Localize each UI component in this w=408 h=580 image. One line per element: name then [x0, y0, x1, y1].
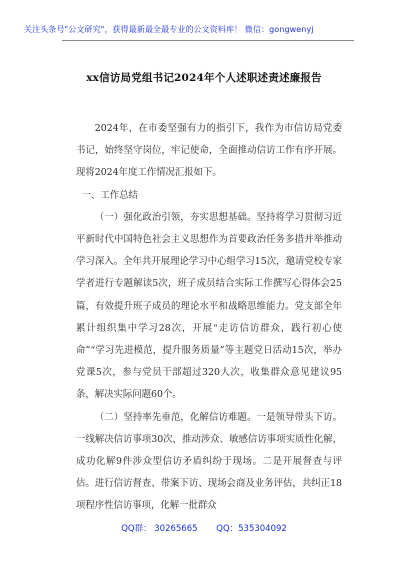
promo-banner: 关注头条号"公文研究"，获得最新最全最专业的公文资料库！ 微信：gongwenyj [24, 25, 314, 34]
intro-paragraph: 2024年，在市委坚强有力的指引下，我作为市信访局党委书记，始终坚守岗位，牢记使命，全面推动信访工作有序开展。现将2024年度工作情况汇报如下。 [76, 123, 342, 179]
header-divider [62, 40, 354, 41]
qq-contact-text: QQ：535304092 [216, 524, 287, 534]
body-paragraph-1: （一）强化政治引领，夯实思想基础。坚持将学习贯彻习近平新时代中国特色社会主义思想作为首要政治任务多措并举推动学习深入。全年共开展理论学习中心组学习15次，邀请党校专家学者进行专题解读5次，班子成员结合实际工作撰写心得体会25篇，有效提升班子成员的理论水平和战略思维能力。党支部全年累计组织集中学习28次，开展“走访信访群众，践行初心使命”“学习先进模范，提升服务质量”等主题党日活动15次，举办党课5次，参与党员干部超过320人次，收集群众意见建议95条，解决实际问题60个。 [76, 211, 342, 401]
document-body [76, 118, 342, 518]
footer-contact [0, 522, 408, 534]
document-title: xx信访局党组书记2024年个人述职述责述廉报告 [86, 72, 322, 84]
qq-group-text: QQ群： 30265665 [121, 524, 198, 534]
body-paragraph-2: （二）坚持率先垂范，化解信访难题。一是领导带头下访。一线解决信访事项30次，推动涉众、敏感信访事项实质性化解，成功化解9件涉众型信访矛盾纠纷于现场。二是开展督查与评估。进行信访督查、带案下访、现场会商及业务评估，共纠正18项程序性信访事项，化解一批群众 [76, 411, 342, 512]
section-heading: 一、工作总结 [81, 189, 138, 201]
